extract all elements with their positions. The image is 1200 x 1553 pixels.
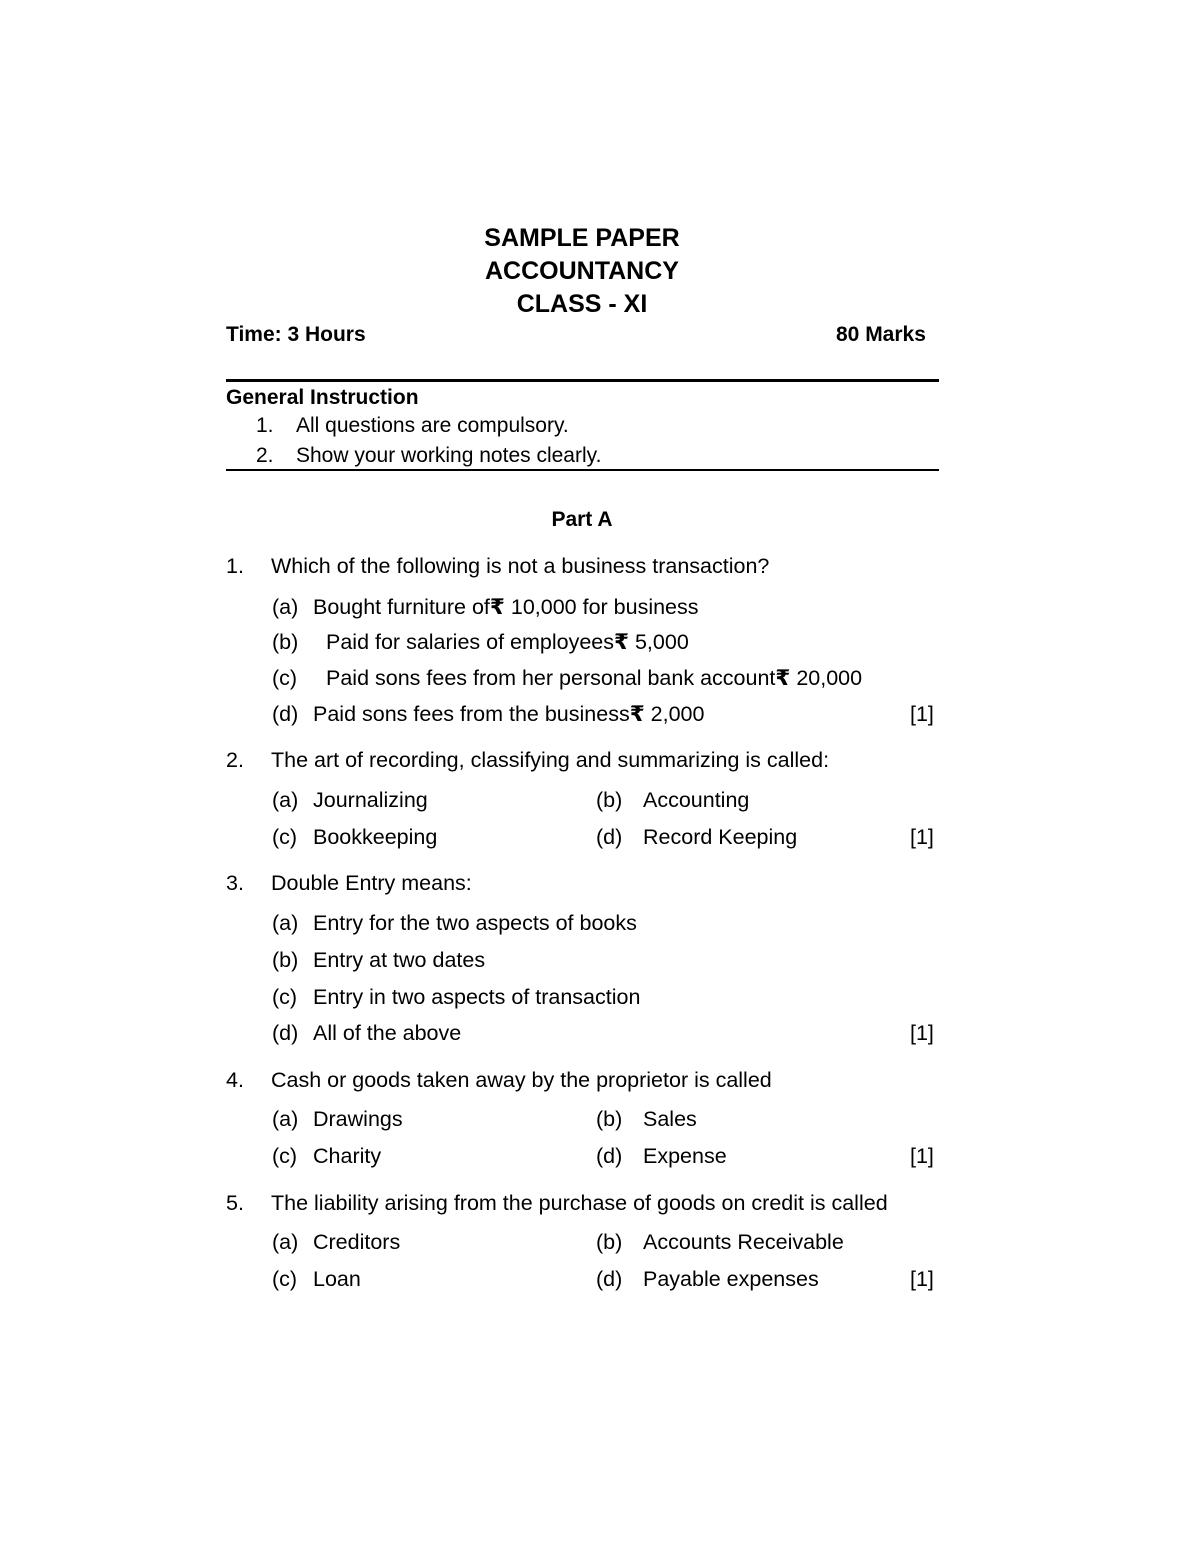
option-text-pre: Paid sons fees from the business [313, 702, 630, 726]
option-text: Journalizing [313, 788, 428, 812]
rupee-icon: ₹ [489, 595, 505, 619]
option-text: Sales [643, 1107, 697, 1131]
option-label: (c) [272, 985, 298, 1009]
option-label: (b) [596, 1107, 623, 1131]
option-label: (a) [272, 595, 299, 619]
time-label: Time: 3 Hours [226, 323, 366, 346]
option-label: (c) [272, 1267, 298, 1291]
instruction-number: 2. [256, 444, 274, 467]
option-text [326, 629, 689, 655]
option-text: Entry for the two aspects of books [313, 911, 637, 935]
rupee-icon: ₹ [629, 702, 645, 726]
question-2-mark: [1] [910, 825, 934, 849]
option-label: (d) [596, 1267, 623, 1291]
option-text-pre: Paid sons fees from her personal bank account [326, 666, 776, 690]
rupee-icon: ₹ [614, 630, 629, 654]
question-text: Which of the following is not a business transaction? [271, 554, 770, 578]
rupee-icon: ₹ [775, 666, 791, 690]
option-text-amount: 20,000 [796, 666, 863, 690]
option-label: (a) [272, 1230, 299, 1254]
option-text: Accounts Receivable [643, 1230, 844, 1254]
question-5-mark: [1] [910, 1267, 934, 1291]
question-3-mark: [1] [910, 1021, 934, 1045]
option-text-pre: Paid for salaries of employees [326, 630, 615, 654]
class-title: CLASS - XI [516, 290, 648, 318]
option-text [313, 594, 699, 620]
option-text: Loan [313, 1267, 361, 1291]
question-1-mark: [1] [910, 702, 934, 726]
question-4-mark: [1] [910, 1144, 934, 1168]
part-heading: Part A [551, 508, 613, 531]
option-text: Payable expenses [643, 1267, 819, 1291]
option-label: (c) [272, 825, 298, 849]
option-text: Bookkeeping [313, 825, 438, 849]
question-number: 1. [226, 554, 244, 578]
top-divider [226, 379, 939, 382]
question-text: Cash or goods taken away by the proprietor is called [271, 1068, 772, 1092]
option-text: Charity [313, 1144, 382, 1168]
question-number: 3. [226, 871, 244, 895]
bottom-divider [226, 469, 939, 471]
option-text: Creditors [313, 1230, 401, 1254]
marks-label: 80 Marks [836, 323, 926, 346]
instructions-heading: General Instruction [226, 386, 419, 409]
option-text: Record Keeping [643, 825, 798, 849]
option-label: (a) [272, 1107, 299, 1131]
question-number: 2. [226, 748, 244, 772]
option-text [326, 665, 862, 691]
option-label: (d) [272, 702, 299, 726]
option-text: Drawings [313, 1107, 403, 1131]
option-text-amount: 10,000 for business [510, 595, 699, 619]
question-text: Double Entry means: [271, 871, 472, 895]
option-text: Expense [643, 1144, 727, 1168]
option-label: (c) [272, 1144, 298, 1168]
option-text: Accounting [643, 788, 750, 812]
question-text: The art of recording, classifying and summarizing is called: [271, 748, 830, 772]
option-label: (d) [596, 825, 623, 849]
option-label: (d) [596, 1144, 623, 1168]
option-text: All of the above [313, 1021, 462, 1045]
option-label: (b) [596, 788, 623, 812]
option-text: Entry at two dates [313, 948, 486, 972]
option-text-pre: Bought furniture of [313, 595, 490, 619]
instruction-text: All questions are compulsory. [296, 414, 569, 437]
option-text-amount: 5,000 [634, 630, 689, 654]
question-text: The liability arising from the purchase of goods on credit is called [271, 1191, 888, 1215]
option-text-amount: 2,000 [650, 702, 705, 726]
option-label: (a) [272, 788, 299, 812]
option-text [313, 701, 704, 727]
option-label: (b) [272, 948, 299, 972]
instruction-text: Show your working notes clearly. [296, 444, 602, 467]
question-number: 5. [226, 1191, 244, 1215]
paper-title: SAMPLE PAPER [484, 224, 680, 252]
instruction-number: 1. [256, 414, 274, 437]
option-text: Entry in two aspects of transaction [313, 985, 641, 1009]
option-label: (c) [272, 666, 298, 690]
option-label: (b) [596, 1230, 623, 1254]
option-label: (d) [272, 1021, 299, 1045]
option-label: (a) [272, 911, 299, 935]
subject-title: ACCOUNTANCY [485, 257, 679, 285]
option-label: (b) [272, 630, 299, 654]
question-number: 4. [226, 1068, 244, 1092]
